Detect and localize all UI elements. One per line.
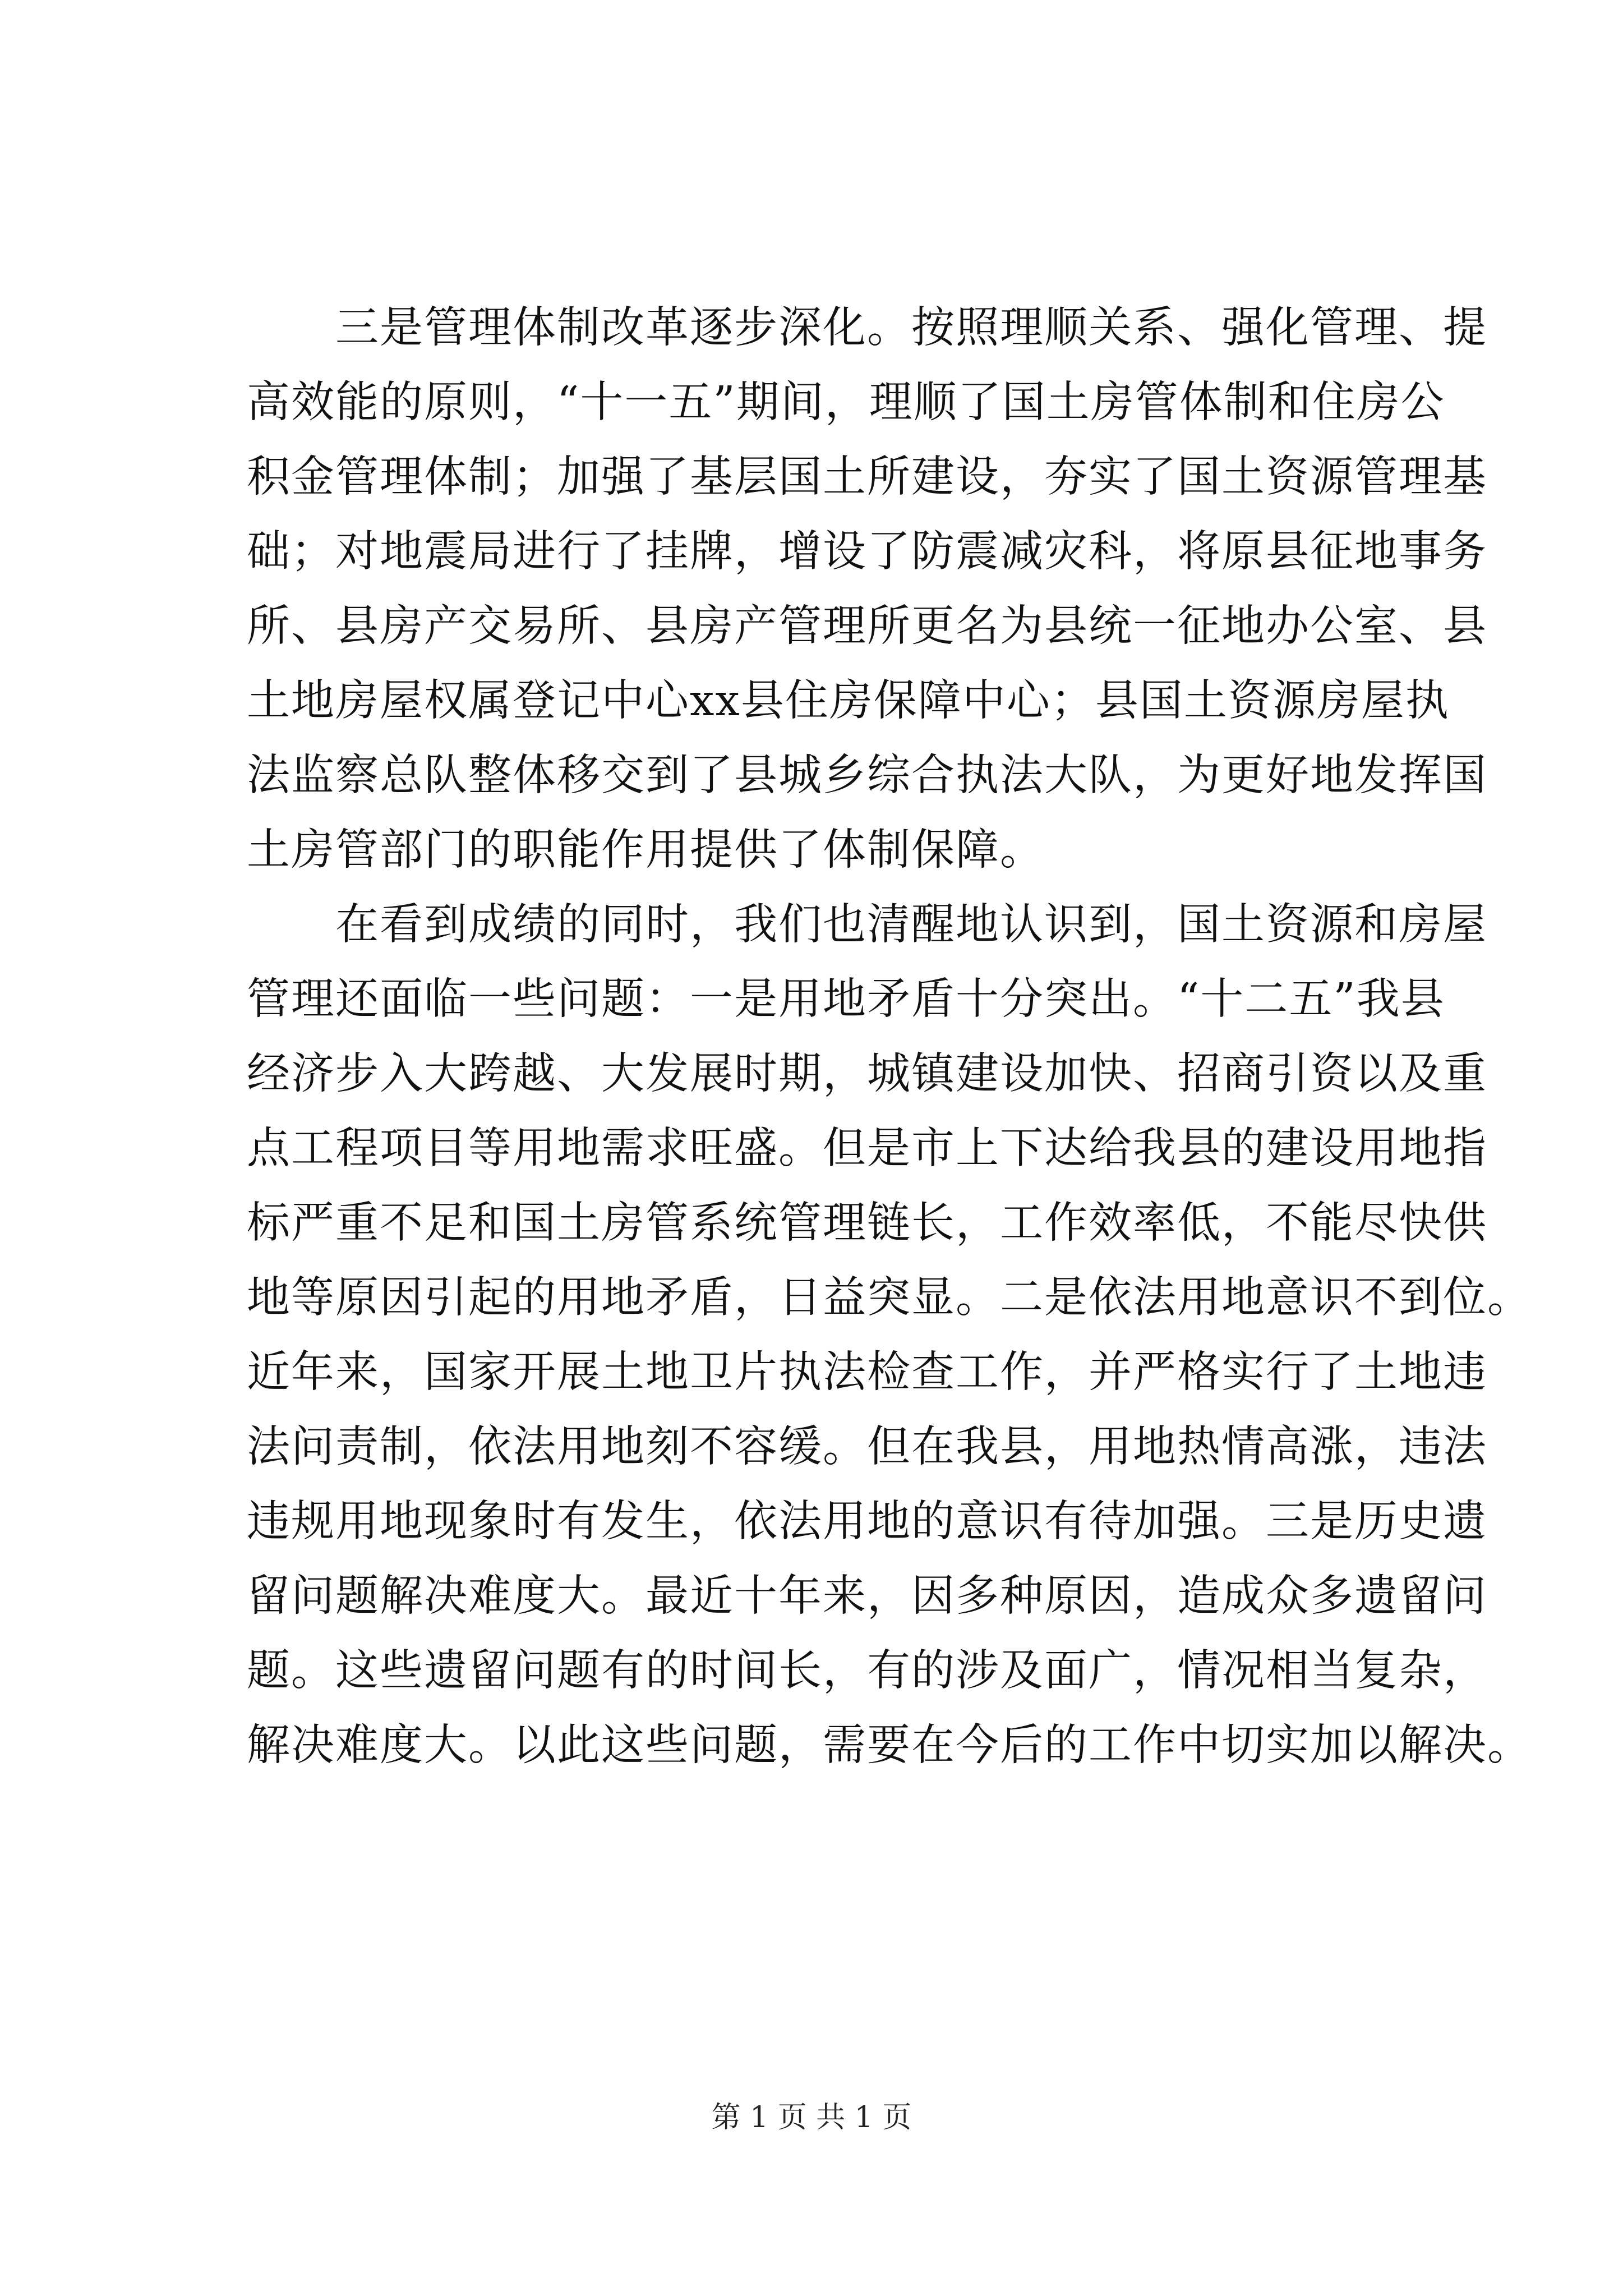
text-line: 管理还面临一些问题：一是用地矛盾十分突出。“十二五”我县 <box>247 974 1445 1024</box>
text-line: 经济步入大跨越、大发展时期，城镇建设加快、招商引资以及重 <box>247 1049 1487 1099</box>
text-line: 标严重不足和国土房管系统管理链长，工作效率低，不能尽快供 <box>247 1198 1487 1248</box>
text-line: 在看到成绩的同时，我们也清醒地认识到，国土资源和房屋 <box>247 900 1487 950</box>
text-line: 题。这些遗留问题有的时间长，有的涉及面广，情况相当复杂， <box>247 1646 1487 1696</box>
text-line: 高效能的原则，“十一五”期间，理顺了国土房管体制和住房公 <box>247 378 1445 427</box>
text-line: 法问责制，依法用地刻不容缓。但在我县，用地热情高涨，违法 <box>247 1422 1487 1472</box>
text-line: 土房管部门的职能作用提供了体制保障。 <box>247 825 1044 875</box>
text-line: 础；对地震局进行了挂牌，增设了防震减灾科，将原县征地事务 <box>247 527 1487 577</box>
text-line: 土地房屋权属登记中心xx县住房保障中心；县国土资源房屋执 <box>247 676 1450 726</box>
text-line: 三是管理体制改革逐步深化。按照理顺关系、强化管理、提 <box>247 303 1487 353</box>
text-line: 点工程项目等用地需求旺盛。但是市上下达给我县的建设用地指 <box>247 1124 1487 1174</box>
text-line: 违规用地现象时有发生，依法用地的意识有待加强。三是历史遗 <box>247 1497 1487 1547</box>
text-line: 法监察总队整体移交到了县城乡综合执法大队，为更好地发挥国 <box>247 751 1487 800</box>
text-line: 所、县房产交易所、县房产管理所更名为县统一征地办公室、县 <box>247 601 1487 651</box>
text-line: 解决难度大。以此这些问题，需要在今后的工作中切实加以解决。 <box>247 1720 1532 1770</box>
text-line: 积金管理体制；加强了基层国土所建设，夯实了国土资源管理基 <box>247 452 1487 502</box>
text-line: 近年来，国家开展土地卫片执法检查工作，并严格实行了土地违 <box>247 1347 1487 1397</box>
text-line: 留问题解决难度大。最近十年来，因多种原因，造成众多遗留问 <box>247 1571 1487 1621</box>
text-line: 地等原因引起的用地矛盾，日益突显。二是依法用地意识不到位。 <box>247 1273 1532 1323</box>
page-footer: 第 1 页 共 1 页 <box>711 2101 912 2134</box>
